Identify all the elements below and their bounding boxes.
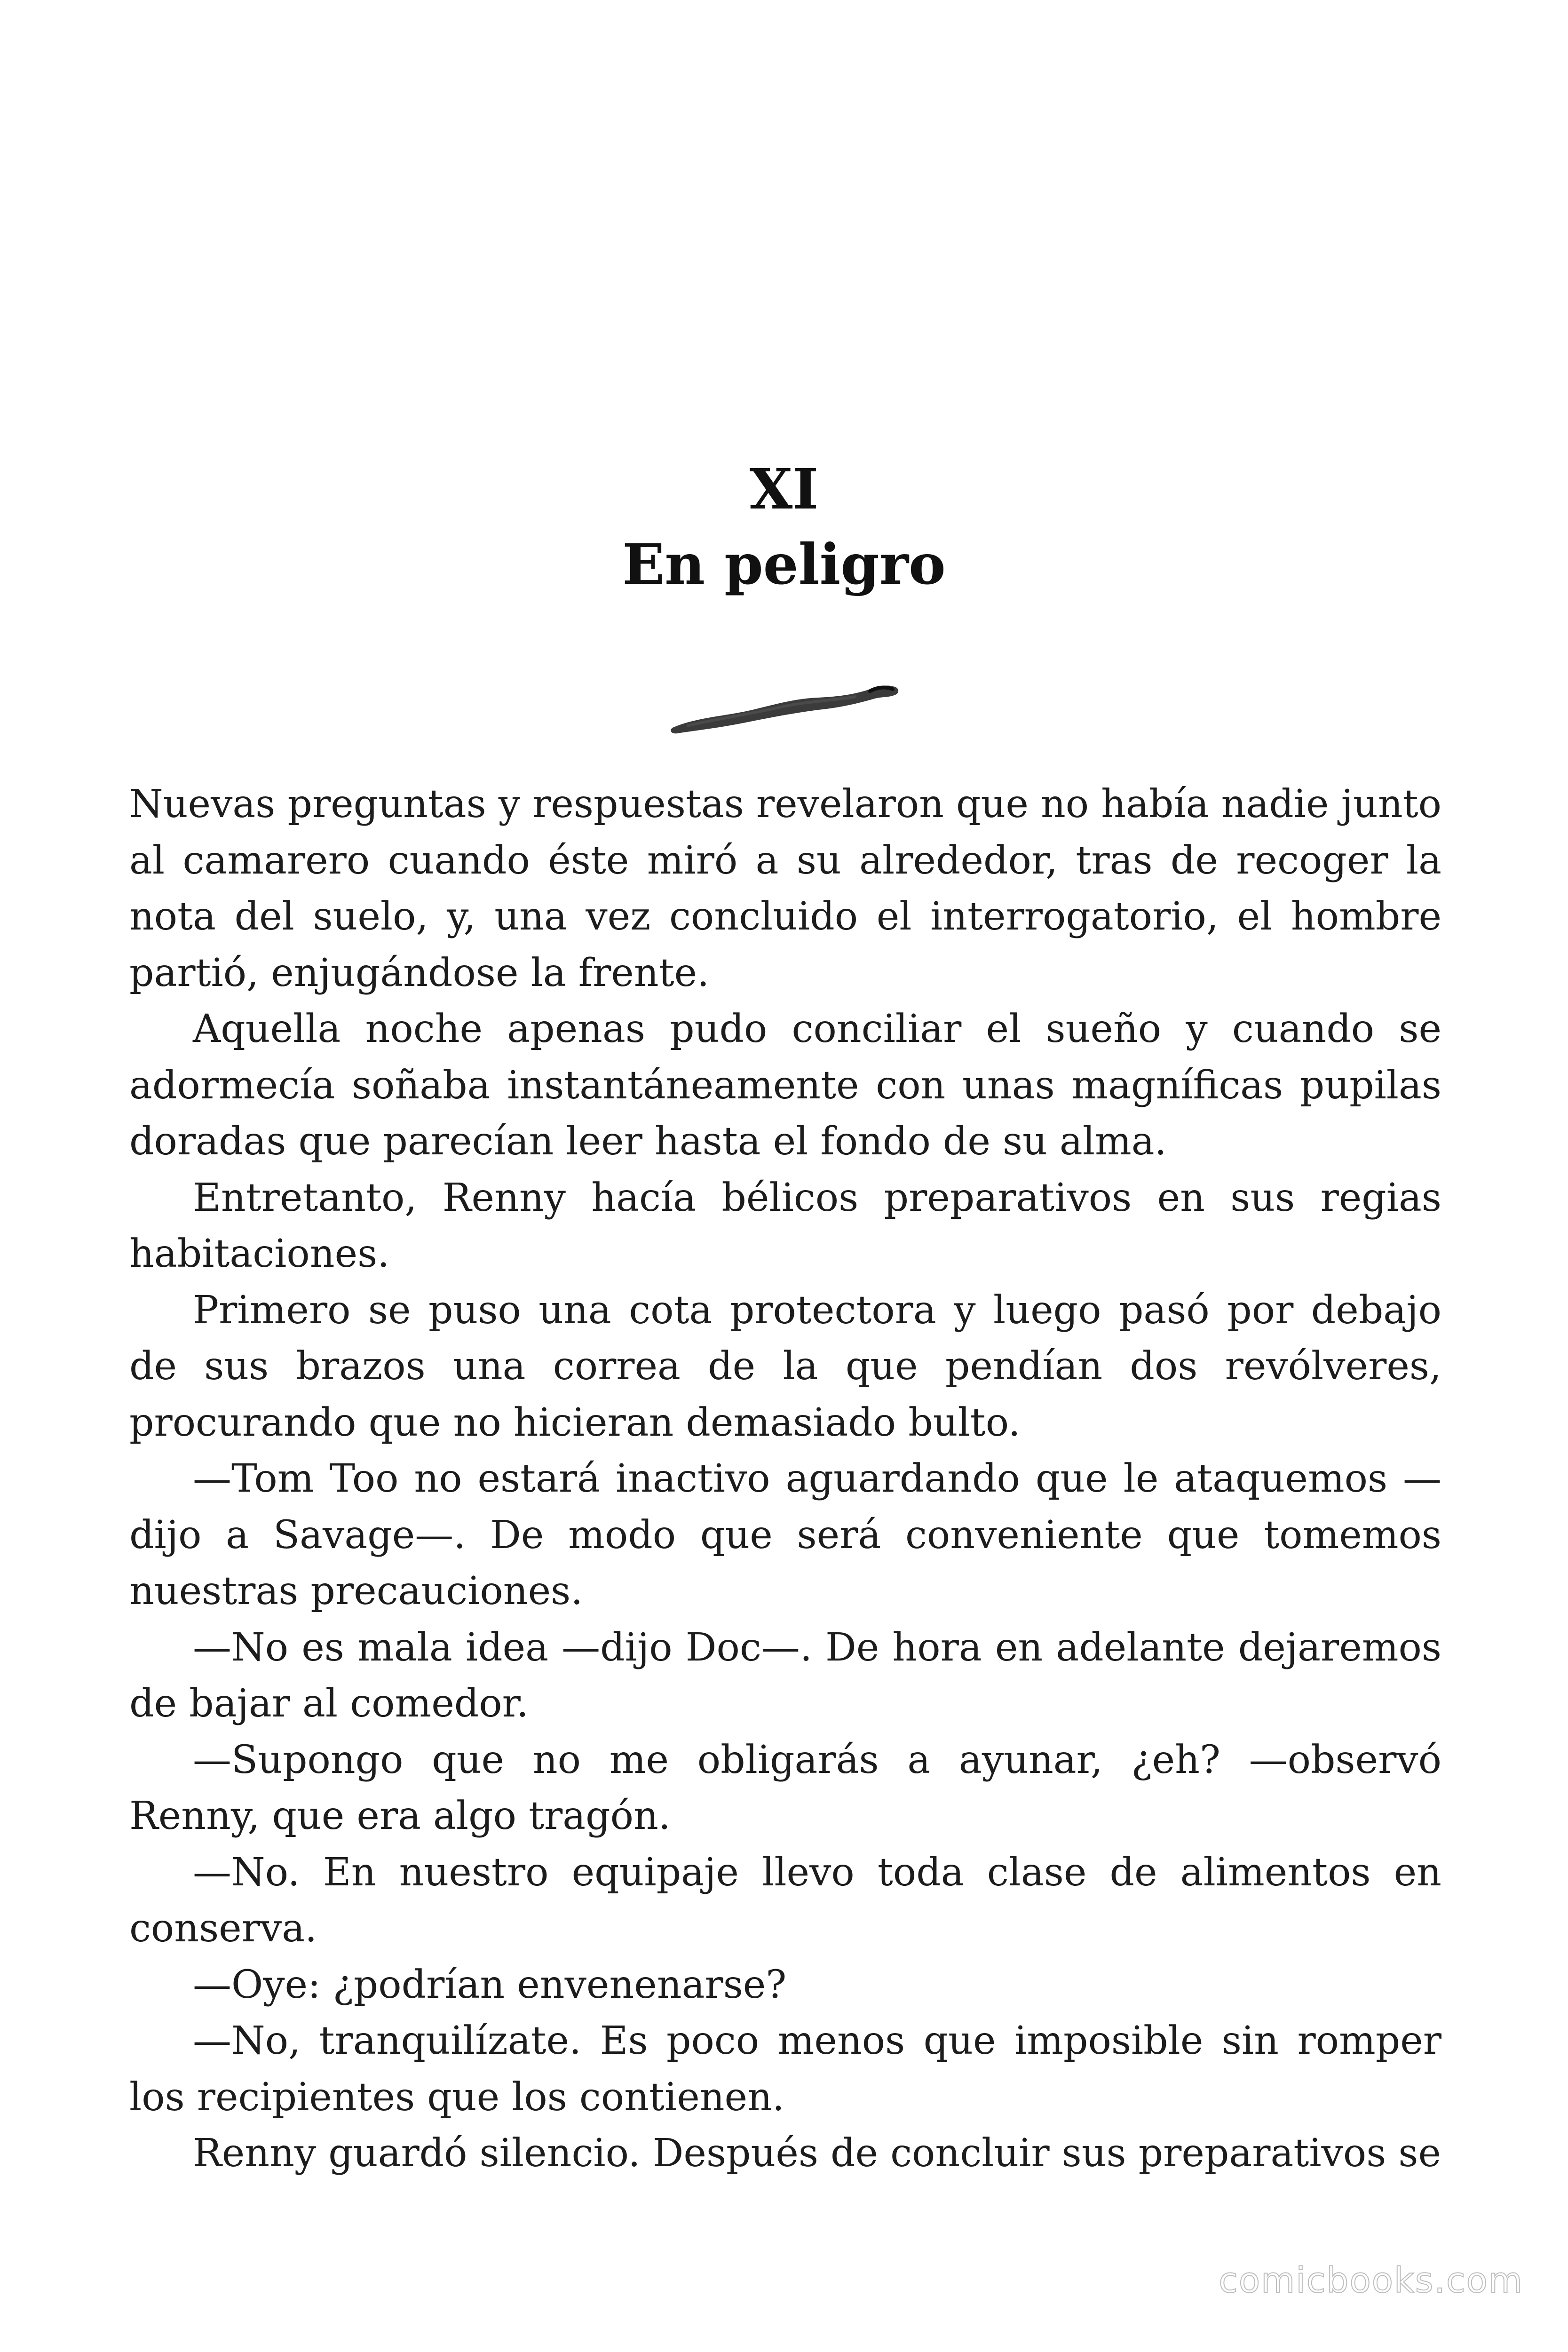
chapter-title: En peligro [622, 532, 946, 597]
dialogue-paragraph: —Tom Too no estará inactivo aguardando que le ataquemos —dijo a Savage—. De modo que será conveniente que tomemos nuestras precauciones. [129, 1456, 1441, 1613]
chapter-number: XI [749, 456, 819, 522]
dialogue-paragraph: —No. En nuestro equipaje llevo toda clase de alimentos en conserva. [129, 1850, 1441, 1951]
paragraph: Primero se puso una cota protectora y luego pasó por debajo de sus brazos una correa de la que pendían dos revólveres, procurando que no hicieran demasiado bulto. [129, 1287, 1441, 1445]
paragraph: Renny guardó silencio. Después de concluir sus preparativos se [193, 2131, 1441, 2176]
dialogue-paragraph: —Supongo que no me obligarás a ayunar, ¿eh? —observó Renny, que era algo tragón. [129, 1737, 1441, 1838]
paragraph: Aquella noche apenas pudo conciliar el sueño y cuando se adormecía soñaba instantáneamente con unas magníficas pupilas doradas que parecían leer hasta el fondo de su alma. [129, 1007, 1441, 1164]
dialogue-paragraph: —No, tranquilízate. Es poco menos que imposible sin romper los recipientes que los contienen. [129, 2018, 1441, 2120]
body-text [129, 776, 1441, 2182]
chapter-heading [0, 452, 1568, 602]
paragraph: Entretanto, Renny hacía bélicos preparativos en sus regias habitaciones. [129, 1175, 1441, 1276]
ink-brush-stroke-icon [668, 670, 903, 741]
dialogue-paragraph: —No es mala idea —dijo Doc—. De hora en adelante dejaremos de bajar al comedor. [129, 1625, 1441, 1726]
dialogue-paragraph: —Oye: ¿podrían envenenarse? [193, 1962, 787, 2007]
paragraph: Nuevas preguntas y respuestas revelaron que no había nadie junto al camarero cuando éste miró a su alrededor, tras de recoger la nota del suelo, y, una vez concluido el interrogatorio, el hombre partió, enjugándose la frente. [129, 782, 1441, 995]
watermark: comicbooks.com [1219, 2260, 1523, 2301]
